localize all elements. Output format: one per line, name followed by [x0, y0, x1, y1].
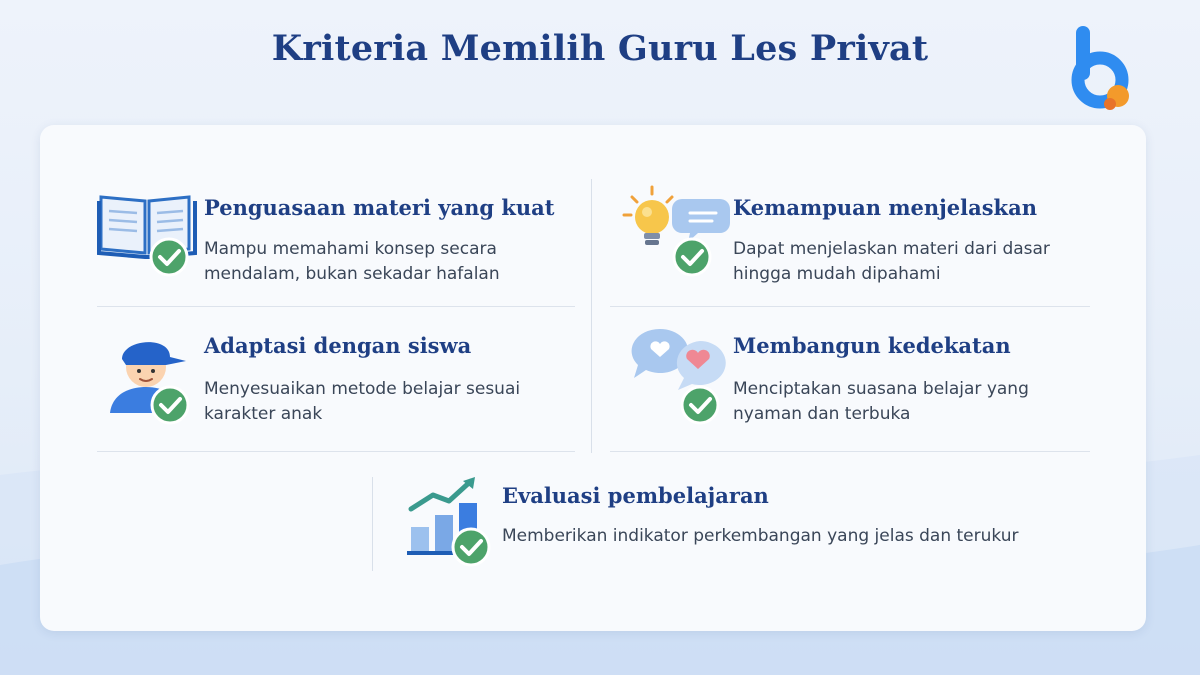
item-description: Mampu memahami konsep secara mendalam, bukan sekadar hafalan — [204, 239, 500, 284]
row-divider-right-1 — [610, 306, 1090, 307]
criteria-item-explaining — [620, 183, 1120, 283]
row-divider-right-2 — [610, 451, 1090, 452]
item-description: Dapat menjelaskan materi dari dasar hingga mudah dipahami — [733, 239, 1050, 284]
criteria-item-mastery — [97, 187, 587, 287]
item-title: Evaluasi pembelajaran — [502, 483, 769, 508]
item-description: Menciptakan suasana belajar yang nyaman dan terbuka — [733, 379, 1029, 424]
brand-logo — [1060, 24, 1140, 110]
column-divider — [591, 179, 592, 453]
row-divider-left-1 — [97, 306, 575, 307]
item-description: Menyesuaikan metode belajar sesuai karakter anak — [204, 379, 521, 424]
item-description: Memberikan indikator perkembangan yang jelas dan terukur — [502, 526, 1019, 546]
item-title: Penguasaan materi yang kuat — [204, 195, 555, 220]
criteria-item-evaluation — [405, 477, 1045, 577]
item-title: Adaptasi dengan siswa — [204, 333, 472, 358]
row-divider-left-2 — [97, 451, 575, 452]
heart-chat-icon — [628, 325, 732, 425]
criteria-item-adaptation — [104, 325, 584, 425]
growth-chart-icon — [405, 477, 501, 569]
student-cap-icon — [104, 325, 200, 425]
item-title: Membangun kedekatan — [733, 333, 1011, 358]
bottom-divider — [372, 477, 373, 571]
criteria-item-rapport — [628, 325, 1120, 425]
item-title: Kemampuan menjelaskan — [733, 195, 1037, 220]
criteria-card — [40, 125, 1146, 631]
lightbulb-chat-icon — [620, 183, 730, 279]
page-title: Kriteria Memilih Guru Les Privat — [271, 28, 929, 69]
open-book-icon — [97, 187, 197, 279]
